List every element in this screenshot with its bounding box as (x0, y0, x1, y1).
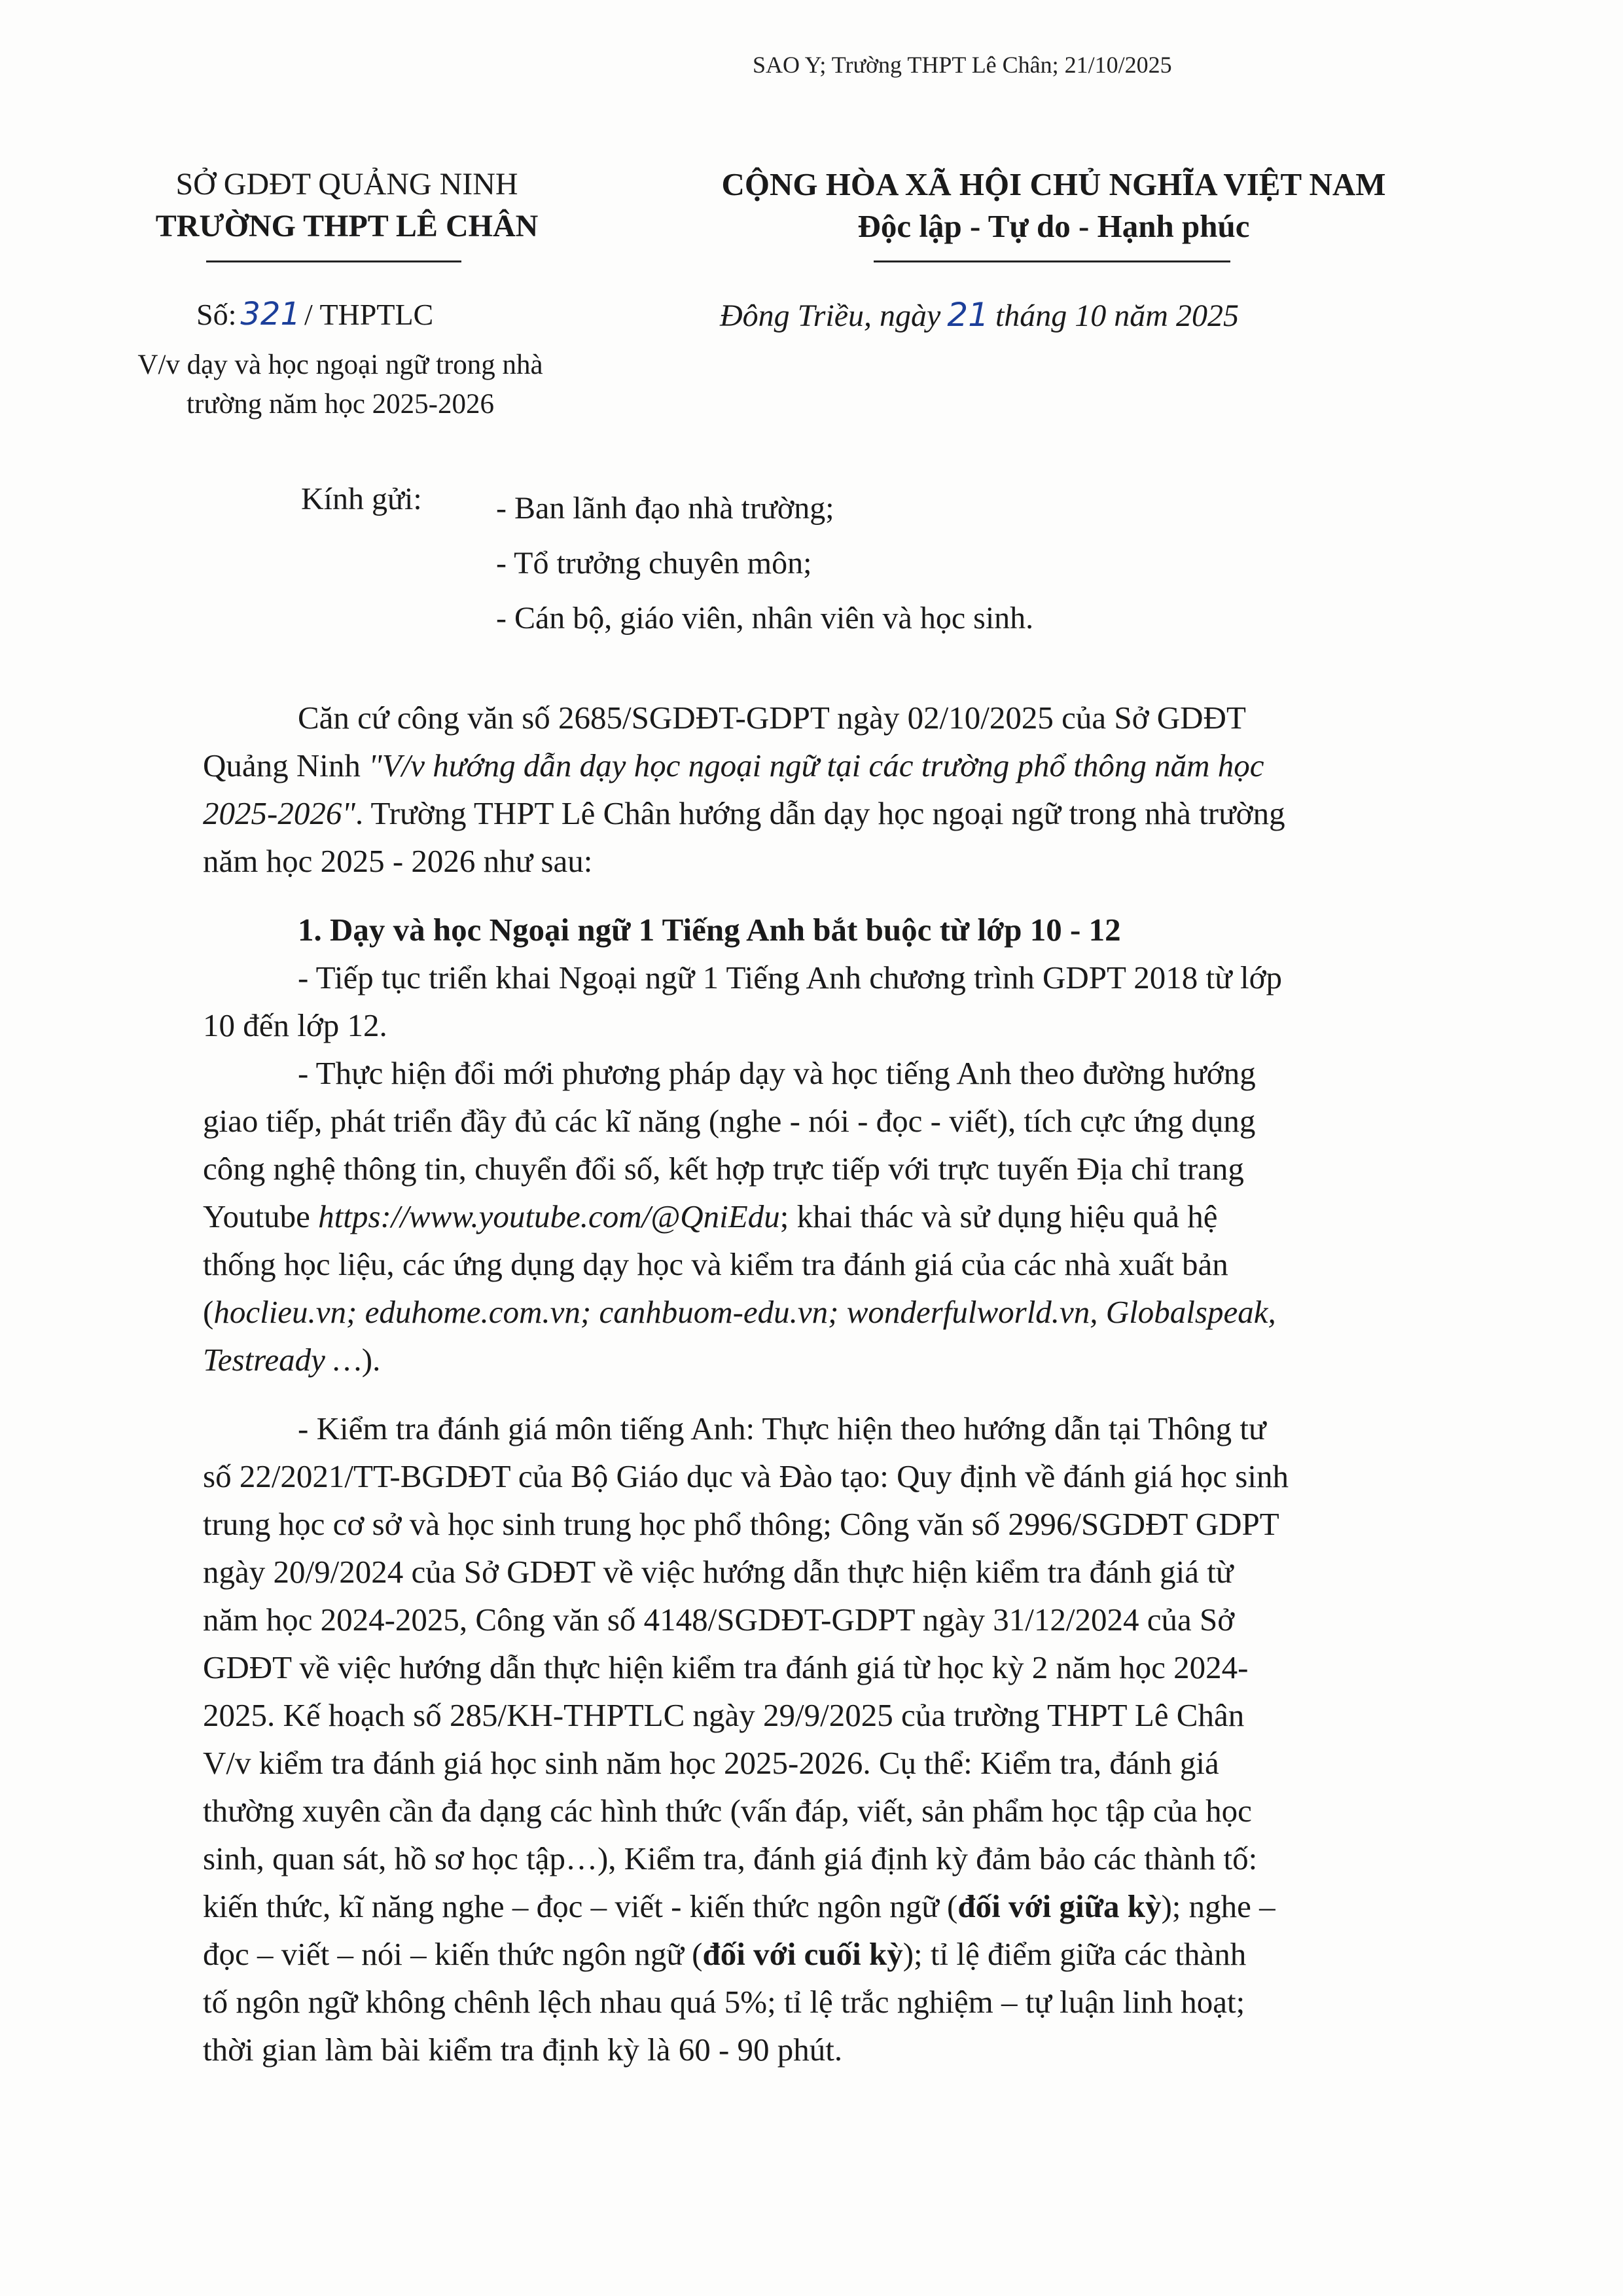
recipients-label: Kính gửi: (301, 482, 422, 516)
paragraph-line: trung học cơ sở và học sinh trung học phổ thông; Công văn số 2996/SGDĐT GDPT (203, 1506, 1279, 1542)
paragraph-line: GDĐT về việc hướng dẫn thực hiện kiểm tra đánh giá từ học kỳ 2 năm học 2024- (203, 1649, 1249, 1685)
paragraph-line: 2025. Kế hoạch số 285/KH-THPTLC ngày 29/9/2025 của trường THPT Lê Chân (203, 1697, 1245, 1733)
paragraph-line: số 22/2021/TT-BGDĐT của Bộ Giáo dục và Đào tạo: Quy định về đánh giá học sinh (203, 1458, 1289, 1494)
recipient-item: - Cán bộ, giáo viên, nhân viên và học sinh. (496, 601, 1034, 636)
subject-line: V/v dạy và học ngoại ngữ trong nhà (137, 350, 543, 380)
doc-number-suffix: / THPTLC (304, 298, 434, 331)
paragraph-line: tố ngôn ngữ không chênh lệch nhau quá 5%; tỉ lệ trắc nghiệm – tự luận linh hoạt; (203, 1984, 1245, 2020)
intro-line: Quảng Ninh "V/v hướng dẫn dạy học ngoại ngữ tại các trường phổ thông năm học (203, 747, 1264, 783)
intro-line: 2025-2026". Trường THPT Lê Chân hướng dẫn dạy học ngoại ngữ trong nhà trường (203, 795, 1285, 831)
paragraph-line: đọc – viết – nói – kiến thức ngôn ngữ (đối với cuối kỳ); tỉ lệ điểm giữa các thành (203, 1936, 1247, 1972)
paragraph-line: (hoclieu.vn; eduhome.com.vn; canhbuom-edu.vn; wonderfulworld.vn, Globalspeak, (203, 1294, 1276, 1330)
youtube-link: https://www.youtube.com/@QniEdu (318, 1198, 780, 1234)
paragraph-line: Testready …). (203, 1342, 381, 1378)
issuer-school: TRƯỜNG THPT LÊ CHÂN (155, 209, 539, 243)
issuer-header (105, 164, 589, 247)
paragraph-line: kiến thức, kĩ năng nghe – đọc – viết - kiến thức ngôn ngữ (đối với giữa kỳ); nghe – (203, 1888, 1275, 1924)
paragraph-line: thời gian làm bài kiểm tra định kỳ là 60 - 90 phút. (203, 2032, 843, 2068)
paragraph-line: năm học 2024-2025, Công văn số 4148/SGDĐT-GDPT ngày 31/12/2024 của Sở (203, 1602, 1235, 1638)
subject-line: trường năm học 2025-2026 (187, 389, 494, 420)
paragraph-line: ngày 20/9/2024 của Sở GDĐT về việc hướng dẫn thực hiện kiểm tra đánh giá từ (203, 1554, 1234, 1590)
paragraph-line: - Thực hiện đổi mới phương pháp dạy và học tiếng Anh theo đường hướng (298, 1055, 1256, 1091)
document-subject (92, 346, 589, 424)
paragraph-line: - Kiểm tra đánh giá môn tiếng Anh: Thực hiện theo hướng dẫn tại Thông tư (298, 1410, 1266, 1446)
recipient-item: - Tổ trưởng chuyên môn; (496, 546, 812, 581)
nation-title: CỘNG HÒA XÃ HỘI CHỦ NGHĨA VIỆT NAM (721, 166, 1386, 202)
paragraph-line: V/v kiểm tra đánh giá học sinh năm học 2025-2026. Cụ thể: Kiểm tra, đánh giá (203, 1745, 1219, 1781)
paragraph-line: - Tiếp tục triển khai Ngoại ngữ 1 Tiếng Anh chương trình GDPT 2018 từ lớp (298, 960, 1282, 996)
intro-line: năm học 2025 - 2026 như sau: (203, 843, 593, 879)
paragraph-line: công nghệ thông tin, chuyển đổi số, kết hợp trực tiếp với trực tuyến Địa chỉ trang (203, 1151, 1244, 1187)
national-motto: Độc lập - Tự do - Hạnh phúc (857, 208, 1250, 244)
issuer-org: SỞ GDĐT QUẢNG NINH (175, 167, 518, 202)
date-prefix: Đông Triều, ngày (720, 298, 941, 333)
paragraph-line: giao tiếp, phát triển đầy đủ các kĩ năng (nghe - nói - đọc - viết), tích cực ứng dụng (203, 1103, 1256, 1139)
intro-line: Căn cứ công văn số 2685/SGDĐT-GDPT ngày 02/10/2025 của Sở GDĐT (298, 700, 1246, 736)
document-number (196, 296, 433, 332)
paragraph-line: 10 đến lớp 12. (203, 1007, 387, 1043)
motto-underline (874, 260, 1230, 262)
document-body (203, 694, 1499, 2073)
copy-stamp: SAO Y; Trường THPT Lê Chân; 21/10/2025 (753, 52, 1172, 78)
paragraph-line: Youtube https://www.youtube.com/@QniEdu; khai thác và sử dụng hiệu quả hệ (203, 1198, 1218, 1234)
paragraph-line: sinh, quan sát, hồ sơ học tập…), Kiểm tra, đánh giá định kỳ đảm bảo các thành tố: (203, 1840, 1258, 1876)
paragraph-line: thường xuyên cần đa dạng các hình thức (vấn đáp, viết, sản phẩm học tập của học (203, 1793, 1252, 1829)
date-day-handwritten: 21 (947, 296, 989, 334)
section-heading: 1. Dạy và học Ngoại ngữ 1 Tiếng Anh bắt buộc từ lớp 10 - 12 (298, 912, 1121, 948)
date-suffix: tháng 10 năm 2025 (995, 298, 1239, 333)
issuer-underline (206, 260, 461, 262)
national-header (628, 164, 1479, 247)
doc-number-handwritten: 321 (240, 296, 300, 332)
document-date (720, 296, 1239, 334)
recipients-list (496, 481, 1033, 646)
paragraph-line: thống học liệu, các ứng dụng dạy học và kiểm tra đánh giá của các nhà xuất bản (203, 1246, 1228, 1282)
recipient-item: - Ban lãnh đạo nhà trường; (496, 491, 834, 526)
doc-number-prefix: Số: (196, 298, 237, 331)
